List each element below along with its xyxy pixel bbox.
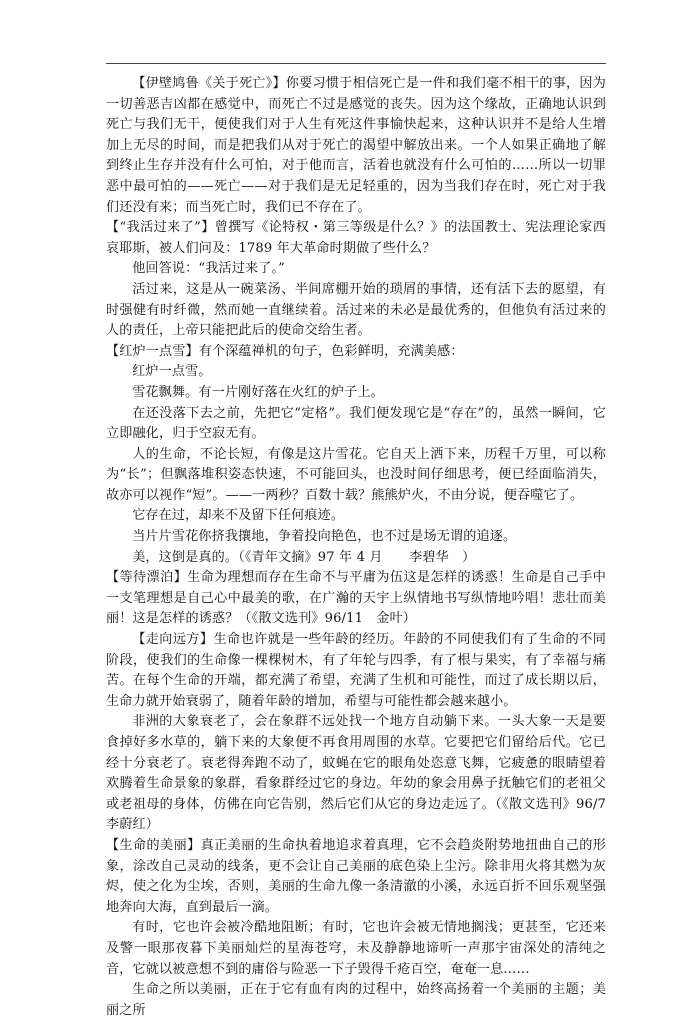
paragraph-sieyes-comment: 活过来，这是从一碗菜汤、半间席棚开始的琐屑的事情，还有活下去的愿望，有时强健有时纤微，然而她一直继续着。活过来的未必是最优秀的，但他负有活过来的人的责任，上帝只能把此后的使命交给生者。 bbox=[106, 281, 606, 339]
paragraph-life-beauty: 【生命的美丽】真正美丽的生命执着地追求着真理，它不会趋炎附势地扭曲自己的形象，涂改自己灵动的线条，更不会让自己美丽的底色染上尘污。除非用火将其燃为灰烬，使之化为尘埃，否则，美丽的生命九像一条清澈的小溪，永远百折不回乐观坚强地奔向大海，直到最后一滴。 bbox=[106, 837, 606, 915]
paragraph-elephant: 非洲的大象衰老了，会在象群不远处找一个地方自动躺下来。一头大象一天是要食掉好多水草的，躺下来的大象便不再食用周围的水草。它要把它们留给后代。它已经十分衰老了。衰老得奔跑不动了，蚊蝇在它的眼角处恣意飞舞，它疲惫的眼睛望着欢腾着生命景象的象群，看象群经过它的身边。年幼的象会用鼻子抚触它们的老祖父或老祖母的身体，仿佛在向它告别，然后它们从它的身边走远了。（《散文选刊》96/7 李蔚红） bbox=[106, 714, 620, 833]
paragraph-chase: 当片片雪花你挤我攘地，争着投向艳色，也不过是场无谓的追逐。 bbox=[132, 529, 517, 545]
paragraph-waiting-wander: 【等待漂泊】生命为理想而存在生命不与平庸为伍这是怎样的诱惑！生命是自己手中一支笔理想是自己心中最美的歌，在广瀚的天宇上纵情地书写纵情地吟唱！悲壮而美丽！这是怎样的诱惑？（《散文选刊》96/11 金叶） bbox=[106, 570, 606, 627]
paragraph-snowflake: 雪花飘舞。有一片刚好落在火红的炉子上。 bbox=[132, 384, 384, 400]
paragraph-epicurus: 【伊壁鸠鲁《关于死亡》】你要习惯于相信死亡是一件和我们毫不相干的事，因为一切善恶吉凶都在感觉中，而死亡不过是感觉的丧失。因为这个缘故，正确地认识到死亡与我们无干，便使我们对于人生有死这件事愉快起来，这种认识并不是给人生增加上无尽的时间，而是把我们从对于死亡的渴望中解放出来。一个人如果正确地了解到终止生存并没有什么可怕，对于他而言，活着也就没有什么可怕的……所以一切罪恶中最可怕的——死亡——对于我们是无足轻重的，因为当我们存在时，死亡对于我们还没有来；而当死亡时，我们已不存在了。 bbox=[106, 76, 606, 215]
paragraph-red-stove-intro: 【红炉一点雪】有个深蕴禅机的句子，色彩鲜明，充满美感： bbox=[106, 343, 464, 359]
paragraph-beauty-source: 美，这倒是真的。（《青年文摘》97 年 4 月 李碧华 ） bbox=[132, 549, 476, 565]
paragraph-toward-distance: 【走向远方】生命也许就是一些年龄的经历。年龄的不同使我们有了生命的不同阶段，使我们的生命像一棵棵树木，有了年轮与四季，有了根与果实，有了幸福与痛苦。在每个生命的开端，都充满了希望，充满了生机和可能性，而过了成长期以后，生命力就开始衰弱了，随着年龄的增加，希望与可能性都会越来越小。 bbox=[106, 632, 606, 709]
paragraph-existed: 它存在过，却来不及留下任何痕迹。 bbox=[132, 508, 345, 524]
paragraph-why-beautiful: 生命之所以美丽，正在于它有血有肉的过程中，始终高扬着一个美丽的主题；美丽之所 bbox=[106, 982, 606, 1018]
paragraph-sometimes: 有时，它也许会被冷酷地阻断；有时，它也许会被无情地搁浅；更甚至，它还来及警一眼那夜暮下美丽灿烂的星海苍穹，未及静静地谛听一声那宇宙深处的清纯之音，它就以被意想不到的庸俗与险恶一下子毁得千疮百空，奄奄一息…… bbox=[106, 920, 606, 977]
document-body bbox=[106, 74, 620, 1021]
paragraph-sieyes-intro: 【“我活过来了”】曾撰写《论特权・第三等级是什么？》的法国教士、宪法理论家西哀耶斯，被人们问及：1789 年大革命时期做了些什么？ bbox=[106, 220, 606, 256]
paragraph-life-snowflake: 人的生命，不论长短，有像是这片雪花。它自天上洒下来，历程千万里，可以称为“长”；但飘落堆积姿态快速，不可能回头，也没时间仔细思考，便已经面临消失，故亦可以视作“短”。——一两秒？百数十载？熊熊炉火，不由分说，便吞噬它了。 bbox=[106, 446, 606, 503]
paragraph-red-stove-line: 红炉一点雪。 bbox=[132, 364, 212, 380]
paragraph-freeze-frame: 在还没落下去之前，先把它“定格”。我们便发现它是“存在”的，虽然一瞬间，它立即融化，归于空寂无有。 bbox=[106, 405, 606, 442]
header-rule bbox=[106, 63, 606, 64]
paragraph-sieyes-answer: 他回答说：“我活过来了。” bbox=[132, 261, 286, 277]
